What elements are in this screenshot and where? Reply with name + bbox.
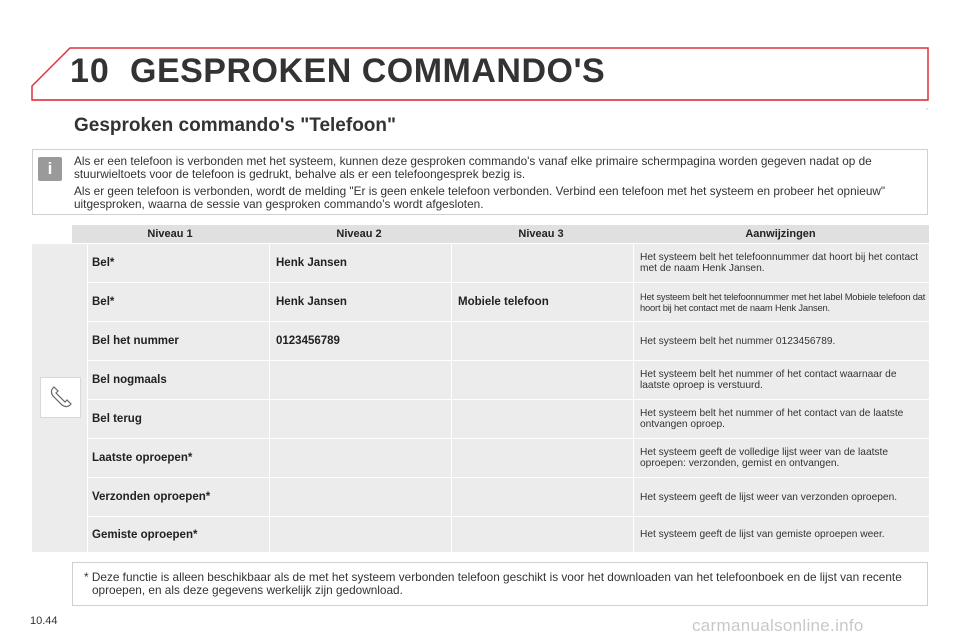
cell-niveau-1: Bel* (92, 257, 115, 269)
cell-niveau-2: Henk Jansen (276, 257, 347, 269)
cell-niveau-3 (452, 478, 632, 516)
table-row (88, 361, 929, 399)
chapter-number: 10 (70, 52, 110, 90)
cell-niveau-1: Bel* (92, 296, 115, 308)
cell-niveau-2: Henk Jansen (276, 296, 347, 308)
cell-niveau-2 (270, 517, 450, 552)
phone-icon-box (40, 377, 81, 418)
column-divider (269, 244, 270, 282)
cell-niveau-2 (270, 439, 450, 477)
chapter-title: GESPROKEN COMMANDO'S (130, 52, 606, 90)
header-niveau-1: Niveau 1 (147, 228, 193, 240)
cell-niveau-1: Bel nogmaals (92, 374, 167, 386)
cell-niveau-2 (270, 478, 450, 516)
column-divider (269, 517, 270, 552)
table-row (88, 283, 929, 321)
column-divider (269, 439, 270, 477)
page-number: 10.44 (30, 615, 58, 627)
column-divider (633, 244, 634, 282)
table-row (88, 322, 929, 360)
column-divider (633, 322, 634, 360)
info-icon: i (38, 157, 62, 181)
cell-niveau-3 (452, 361, 632, 399)
cell-aanwijzing: Het systeem belt het nummer 0123456789. (640, 335, 836, 347)
column-divider (451, 283, 452, 321)
cell-niveau-2 (270, 361, 450, 399)
section-title: Gesproken commando's "Telefoon" (74, 115, 397, 136)
cell-niveau-1: Bel het nummer (92, 335, 179, 347)
cell-niveau-3: Mobiele telefoon (458, 296, 549, 308)
table-row (88, 517, 929, 552)
info-paragraph-1: Als er een telefoon is verbonden met het systeem, kunnen deze gesproken commando's vanaf elke primaire schermpagina worden gegeven nadat op de stuurwieltoets voor de telefoon is gedrukt, behalve als er een telefoongesprek bezig is. (74, 154, 872, 181)
cell-niveau-3 (452, 322, 632, 360)
header-niveau-3: Niveau 3 (518, 228, 564, 240)
column-divider (451, 478, 452, 516)
watermark: carmanualsonline.info (692, 616, 864, 635)
column-divider (633, 400, 634, 438)
table-header (72, 225, 929, 243)
phone-icon (41, 378, 80, 417)
cell-niveau-2: 0123456789 (276, 335, 340, 347)
column-divider (451, 439, 452, 477)
column-divider (451, 361, 452, 399)
cell-aanwijzing: Het systeem belt het nummer of het contact waarnaar de laatste oproep is verstuurd. (640, 369, 897, 391)
cell-aanwijzing: Het systeem geeft de lijst weer van verzonden oproepen. (640, 491, 898, 503)
column-divider (269, 283, 270, 321)
cell-niveau-2 (270, 400, 450, 438)
column-divider (633, 517, 634, 552)
table-row (88, 478, 929, 516)
cell-aanwijzing: Het systeem belt het telefoonnummer met het label Mobiele telefoon dat hoort bij het contact met de naam Henk Jansen. (640, 291, 926, 313)
cell-niveau-3 (452, 439, 632, 477)
column-divider (633, 283, 634, 321)
cell-niveau-1: Gemiste oproepen* (92, 528, 198, 541)
cell-niveau-3 (452, 244, 632, 282)
column-divider (633, 478, 634, 516)
column-divider (451, 400, 452, 438)
header-niveau-2: Niveau 2 (336, 228, 382, 240)
cell-aanwijzing: Het systeem geeft de lijst van gemiste oproepen weer. (640, 529, 885, 540)
column-divider (451, 322, 452, 360)
table-row (88, 439, 929, 477)
column-divider (269, 322, 270, 360)
cell-niveau-3 (452, 400, 632, 438)
column-divider (269, 478, 270, 516)
cell-niveau-1: Bel terug (92, 413, 142, 425)
cell-niveau-1: Verzonden oproepen* (92, 491, 211, 503)
column-divider (451, 244, 452, 282)
info-paragraph-2: Als er geen telefoon is verbonden, wordt de melding "Er is geen enkele telefoon verbonden. Verbind een telefoon met het systeem en probeer het opnieuw" uitgesproken, waarna de sessie van gesproken commando's wordt afgesloten. (74, 184, 886, 211)
column-divider (269, 400, 270, 438)
cell-aanwijzing: Het systeem belt het nummer of het contact van de laatste ontvangen oproep. (640, 408, 904, 430)
table-row (88, 244, 929, 282)
column-divider (269, 361, 270, 399)
column-divider (633, 361, 634, 399)
cell-niveau-3 (452, 517, 632, 552)
cell-aanwijzing: Het systeem geeft de volledige lijst weer van de laatste oproepen: verzonden, gemist en ontvangen. (640, 447, 889, 469)
header-aanwijzingen: Aanwijzingen (745, 228, 816, 240)
column-divider (451, 517, 452, 552)
table-row (88, 400, 929, 438)
column-divider (633, 439, 634, 477)
cell-niveau-1: Laatste oproepen* (92, 452, 193, 464)
cell-aanwijzing: Het systeem belt het telefoonnummer dat hoort bij het contact met de naam Henk Jansen. (640, 252, 919, 274)
info-text (74, 155, 920, 215)
footnote-text: * Deze functie is alleen beschikbaar als de met het systeem verbonden telefoon geschikt is voor het downloaden van het telefoonboek en de lijst van recente oproepen, en als deze gegevens werkelijk zijn gedownload. (84, 570, 902, 597)
